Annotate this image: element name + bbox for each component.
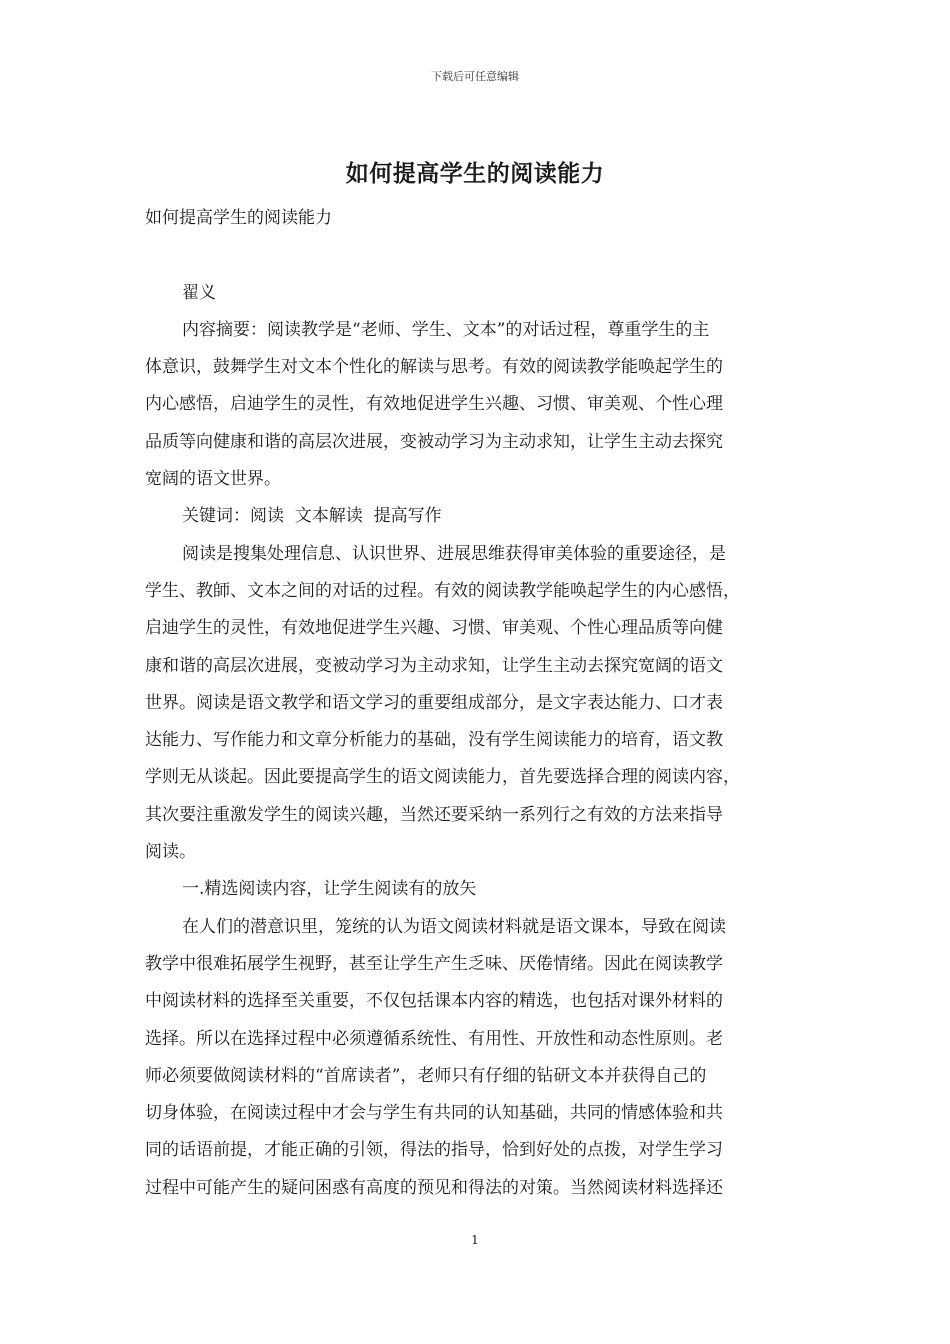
section1-paragraph xyxy=(145,909,811,1207)
section1-line: 中阅读材料的选择至关重要，不仅包括课本内容的精选，也包括对课外材料的 xyxy=(145,991,723,1012)
intro-line: 阅读。 xyxy=(145,842,196,863)
intro-line: 康和谐的高层次进展，变被动学习为主动求知，让学生主动去探究宽阔的语文 xyxy=(145,655,723,676)
page-number: 1 xyxy=(471,1233,479,1247)
document-body xyxy=(145,200,811,1207)
section1-line: 师必须要做阅读材料的“首席读者”，老师只有仔细的钻研文本并获得自己的 xyxy=(145,1065,707,1086)
intro-line: 阅读是搜集处理信息、认识世界、进展思维获得审美体验的重要途径，是 xyxy=(182,543,726,564)
document-title: 如何提高学生的阅读能力 xyxy=(345,160,605,187)
section1-line: 切身体验，在阅读过程中才会与学生有共同的认知基础，共同的情感体验和共 xyxy=(145,1103,723,1124)
intro-line: 世界。阅读是语文教学和语文学习的重要组成部分，是文字表达能力、口才表 xyxy=(145,692,723,713)
section1-line: 同的话语前提，才能正确的引领，得法的指导，恰到好处的点拨，对学生学习 xyxy=(145,1140,723,1161)
intro-line: 达能力、写作能力和文章分析能力的基础，没有学生阅读能力的培育，语文教 xyxy=(145,730,723,751)
section1-line: 教学中很难拓展学生视野，甚至让学生产生乏味、厌倦情绪。因此在阅读教学 xyxy=(145,953,723,974)
section1-line: 在人们的潜意识里，笼统的认为语文阅读材料就是语文课本，导致在阅读 xyxy=(182,916,726,937)
abstract-line: 体意识，鼓舞学生对文本个性化的解读与思考。有效的阅读教学能唤起学生的 xyxy=(145,357,723,378)
abstract-line: 品质等向健康和谐的高层次进展，变被动学习为主动求知，让学生主动去探究 xyxy=(145,431,723,452)
author: 翟义 xyxy=(182,282,216,303)
subtitle: 如何提高学生的阅读能力 xyxy=(145,208,332,228)
section1-line: 过程中可能产生的疑问困惑有高度的预见和得法的对策。当然阅读材料选择还 xyxy=(145,1177,723,1198)
intro-paragraph xyxy=(145,536,811,872)
blank-line xyxy=(145,237,811,274)
intro-line: 其次要注重激发学生的阅读兴趣，当然还要采纳一系列行之有效的方法来指导 xyxy=(145,804,723,825)
abstract-line: 宽阔的语文世界。 xyxy=(145,469,281,490)
section1-heading: 一.精选阅读内容，让学生阅读有的放矢 xyxy=(182,879,477,900)
abstract-line: 内容摘要：阅读教学是“老师、学生、文本”的对话过程，尊重学生的主 xyxy=(182,319,710,340)
intro-line: 启迪学生的灵性，有效地促进学生兴趣、习惯、审美观、个性心理品质等向健 xyxy=(145,618,723,639)
abstract xyxy=(145,312,811,498)
abstract-line: 内心感悟，启迪学生的灵性，有效地促进学生兴趣、习惯、审美观、个性心理 xyxy=(145,394,723,415)
intro-line: 学则无从谈起。因此要提高学生的语文阅读能力，首先要选择合理的阅读内容， xyxy=(145,767,740,788)
section1-line: 选择。所以在选择过程中必须遵循系统性、有用性、开放性和动态性原则。老 xyxy=(145,1028,723,1049)
header-note: 下载后可任意编辑 xyxy=(431,70,519,83)
keywords: 关键词：阅读 文本解读 提高写作 xyxy=(182,506,442,527)
intro-line: 学生、教師、文本之间的对话的过程。有效的阅读教学能唤起学生的内心感悟， xyxy=(145,580,740,601)
